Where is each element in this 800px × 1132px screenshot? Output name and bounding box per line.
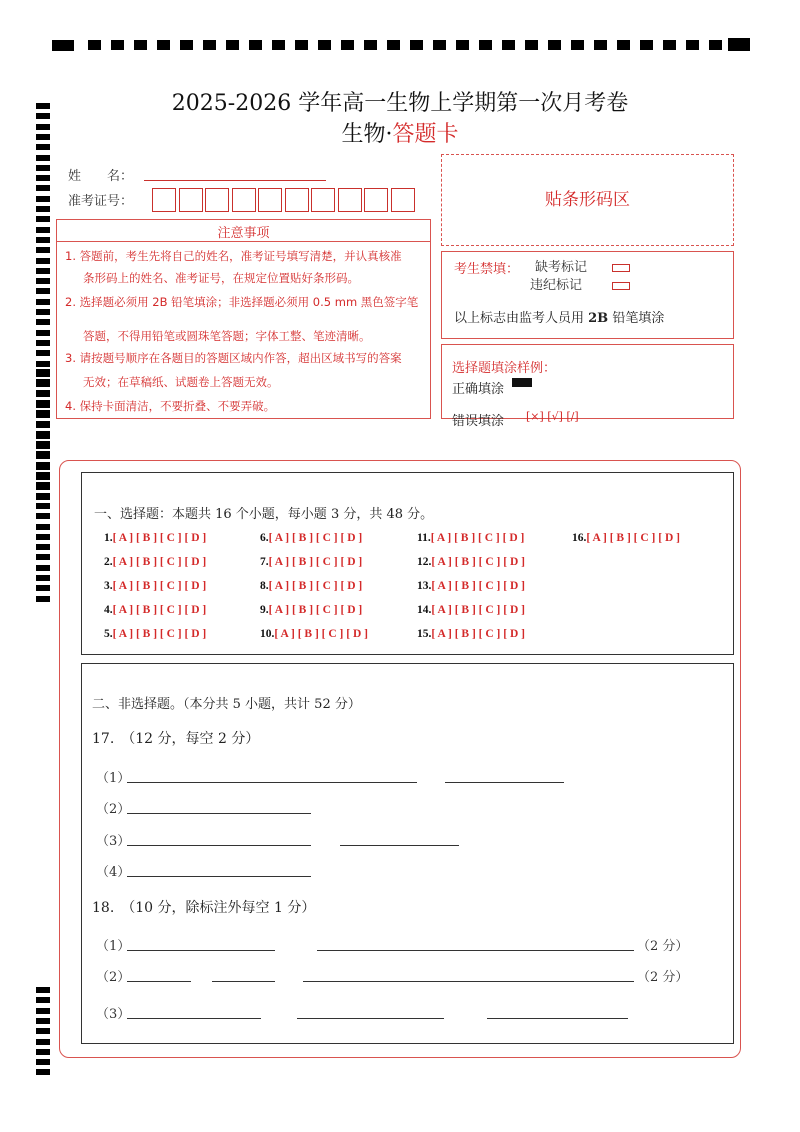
mc-options[interactable]: [ A ] [ B ] [ C ] [ D ] xyxy=(268,556,363,568)
mc-question-1[interactable] xyxy=(104,532,206,544)
mc-question-number: 6. xyxy=(260,532,269,544)
timing-mark xyxy=(36,585,50,591)
forbidden-note-bold: 2B xyxy=(588,311,609,326)
timing-mark xyxy=(36,1018,50,1024)
timing-mark xyxy=(36,524,50,530)
id-digit-cell[interactable] xyxy=(338,188,362,212)
q17-4-label: （4） xyxy=(96,865,131,880)
id-number-grid[interactable] xyxy=(152,188,418,212)
q18-3-blank[interactable] xyxy=(487,1018,628,1019)
mc-options[interactable]: [ A ] [ B ] [ C ] [ D ] xyxy=(274,628,368,640)
forbidden-note-post: 铅笔填涂 xyxy=(608,311,665,326)
mc-question-6[interactable] xyxy=(260,532,362,544)
timing-mark xyxy=(36,513,50,519)
timing-mark xyxy=(272,40,285,50)
id-digit-cell[interactable] xyxy=(205,188,229,212)
forbidden-label: 考生禁填： xyxy=(454,262,520,277)
mc-question-number: 9. xyxy=(260,604,269,616)
timing-mark xyxy=(295,40,308,50)
mc-question-number: 12. xyxy=(417,556,432,568)
section2-header: 二、非选择题。（本分共 5 小题，共计 52 分） xyxy=(92,697,361,712)
mc-question-3[interactable] xyxy=(104,580,206,592)
q18-3-blank[interactable] xyxy=(297,1018,444,1019)
q17-heading: 17. （12 分，每空 2 分） xyxy=(92,731,260,747)
timing-mark xyxy=(364,40,377,50)
notice-divider xyxy=(57,241,430,242)
timing-mark xyxy=(36,247,50,253)
mc-question-4[interactable] xyxy=(104,604,206,616)
timing-mark xyxy=(36,258,50,264)
timing-mark xyxy=(387,40,400,50)
timing-mark xyxy=(203,40,216,50)
correct-fill-label: 正确填涂 xyxy=(452,382,505,397)
timing-mark xyxy=(36,503,50,509)
timing-mark xyxy=(36,400,50,406)
mc-options[interactable]: [ A ] [ B ] [ C ] [ D ] xyxy=(268,532,363,544)
barcode-area xyxy=(441,154,734,246)
timing-mark xyxy=(36,462,50,468)
q17-3-label: （3） xyxy=(96,834,131,849)
name-label: 姓 名： xyxy=(68,169,134,184)
timing-mark xyxy=(36,987,50,993)
mc-options[interactable]: [ A ] [ B ] [ C ] [ D ] xyxy=(112,628,207,640)
timing-mark xyxy=(36,441,50,447)
timing-mark xyxy=(36,155,50,161)
timing-mark xyxy=(36,565,50,571)
timing-mark xyxy=(226,40,239,50)
q18-3-label: （3） xyxy=(96,1007,131,1022)
mc-question-7[interactable] xyxy=(260,556,362,568)
timing-mark xyxy=(479,40,492,50)
timing-mark xyxy=(36,431,50,437)
mc-question-10[interactable] xyxy=(260,628,368,640)
timing-mark xyxy=(525,40,538,50)
timing-mark xyxy=(36,288,50,294)
fill-sample-title: 选择题填涂样例： xyxy=(452,361,557,376)
timing-mark xyxy=(249,40,262,50)
mc-question-number: 1. xyxy=(104,532,113,544)
timing-mark xyxy=(36,369,50,375)
mc-options[interactable]: [ A ] [ B ] [ C ] [ D ] xyxy=(112,556,207,568)
q17-4-blank[interactable] xyxy=(127,876,311,877)
card-subtitle xyxy=(0,117,800,148)
mc-options[interactable]: [ A ] [ B ] [ C ] [ D ] xyxy=(112,604,207,616)
mc-options[interactable]: [ A ] [ B ] [ C ] [ D ] xyxy=(112,532,207,544)
q18-heading: 18. （10 分，除标注外每空 1 分） xyxy=(92,900,316,916)
timing-mark xyxy=(341,40,354,50)
id-digit-cell[interactable] xyxy=(285,188,309,212)
timing-mark xyxy=(36,309,50,315)
timing-mark xyxy=(36,361,50,367)
q18-2-blank[interactable] xyxy=(127,981,191,982)
wrong-fill-marks: [×] [√] [/] xyxy=(526,410,579,423)
timing-mark xyxy=(36,596,50,602)
timing-mark xyxy=(709,40,722,50)
timing-mark xyxy=(36,196,50,202)
timing-mark xyxy=(663,40,676,50)
q18-2-points: （2 分） xyxy=(637,970,689,985)
timing-mark xyxy=(36,330,50,336)
forbidden-note xyxy=(454,307,664,326)
timing-mark xyxy=(594,40,607,50)
multiple-choice-section xyxy=(81,472,734,655)
timing-mark xyxy=(36,390,50,396)
mc-question-number: 3. xyxy=(104,580,113,592)
timing-mark xyxy=(36,268,50,274)
id-label: 准考证号： xyxy=(68,194,134,209)
timing-mark xyxy=(36,482,50,488)
timing-mark xyxy=(36,493,50,499)
mc-options[interactable]: [ A ] [ B ] [ C ] [ D ] xyxy=(112,580,207,592)
name-field[interactable] xyxy=(144,180,326,181)
mc-question-number: 14. xyxy=(417,604,432,616)
timing-mark xyxy=(640,40,653,50)
mc-question-16[interactable] xyxy=(572,532,680,544)
barcode-area-label: 贴条形码区 xyxy=(545,190,630,210)
timing-mark xyxy=(36,451,50,457)
timing-mark xyxy=(433,40,446,50)
notice-title: 注意事项 xyxy=(217,226,270,241)
timing-mark xyxy=(36,237,50,243)
mc-options[interactable]: [ A ] [ B ] [ C ] [ D ] xyxy=(431,556,525,568)
timing-mark xyxy=(36,421,50,427)
q18-2-label: （2） xyxy=(96,970,131,985)
q17-3-blank[interactable] xyxy=(127,845,311,846)
timing-mark xyxy=(36,340,50,346)
absent-mark-label: 缺考标记 xyxy=(535,260,588,275)
timing-mark xyxy=(36,1049,50,1055)
timing-mark xyxy=(36,227,50,233)
q18-1-label: （1） xyxy=(96,939,131,954)
timing-mark xyxy=(571,40,584,50)
timing-mark xyxy=(36,1059,50,1065)
timing-mark xyxy=(36,165,50,171)
timing-mark xyxy=(548,40,561,50)
mc-options[interactable]: [ A ] [ B ] [ C ] [ D ] xyxy=(586,532,680,544)
mc-question-number: 4. xyxy=(104,604,113,616)
wrong-fill-label: 错误填涂 xyxy=(452,414,505,429)
mc-question-number: 2. xyxy=(104,556,113,568)
mc-options[interactable]: [ A ] [ B ] [ C ] [ D ] xyxy=(431,604,525,616)
mc-question-number: 8. xyxy=(260,580,269,592)
fill-sample-box xyxy=(441,344,734,429)
subject-label: 生物· xyxy=(341,122,393,147)
notice-line: 4. 保持卡面清洁，不要折叠、不要弄破。 xyxy=(65,399,276,413)
mc-question-number: 5. xyxy=(104,628,113,640)
mc-question-11[interactable] xyxy=(417,532,524,544)
timing-mark xyxy=(36,350,50,356)
timing-mark xyxy=(36,216,50,222)
q18-2-blank[interactable] xyxy=(303,981,634,982)
timing-mark xyxy=(686,40,699,50)
timing-mark xyxy=(36,278,50,284)
forbidden-box xyxy=(441,251,734,339)
notice-line: 无效；在草稿纸、试题卷上答题无效。 xyxy=(83,375,279,389)
timing-mark xyxy=(36,534,50,540)
timing-mark xyxy=(88,40,101,50)
mc-question-5[interactable] xyxy=(104,628,206,640)
timing-mark xyxy=(36,1069,50,1075)
timing-mark xyxy=(36,206,50,212)
mc-options[interactable]: [ A ] [ B ] [ C ] [ D ] xyxy=(431,628,525,640)
timing-mark xyxy=(134,40,147,50)
q18-1-blank[interactable] xyxy=(317,950,634,951)
timing-mark xyxy=(36,299,50,305)
mc-question-number: 13. xyxy=(417,580,432,592)
timing-mark xyxy=(36,1008,50,1014)
violation-mark-box[interactable] xyxy=(612,282,630,290)
mc-question-15[interactable] xyxy=(417,628,525,640)
mc-options[interactable]: [ A ] [ B ] [ C ] [ D ] xyxy=(268,604,363,616)
timing-mark xyxy=(36,410,50,416)
notice-line: 条形码上的姓名、准考证号，在规定位置贴好条形码。 xyxy=(83,271,359,285)
timing-mark xyxy=(111,40,124,50)
mc-question-13[interactable] xyxy=(417,580,525,592)
mc-options[interactable]: [ A ] [ B ] [ C ] [ D ] xyxy=(268,580,363,592)
timing-mark xyxy=(36,472,50,478)
mc-question-number: 15. xyxy=(417,628,432,640)
mc-question-number: 16. xyxy=(572,532,587,544)
id-digit-cell[interactable] xyxy=(311,188,335,212)
timing-mark xyxy=(36,175,50,181)
mc-question-9[interactable] xyxy=(260,604,362,616)
mc-question-12[interactable] xyxy=(417,556,525,568)
notice-line: 3. 请按题号顺序在各题目的答题区域内作答，超出区域书写的答案 xyxy=(65,351,402,365)
id-digit-cell[interactable] xyxy=(232,188,256,212)
id-digit-cell[interactable] xyxy=(391,188,415,212)
free-response-section xyxy=(81,663,734,1044)
mc-question-2[interactable] xyxy=(104,556,206,568)
timing-mark xyxy=(52,40,74,51)
timing-mark xyxy=(728,38,750,51)
answer-card-label: 答题卡 xyxy=(392,122,459,147)
timing-mark xyxy=(157,40,170,50)
q17-3-blank[interactable] xyxy=(340,845,459,846)
mc-question-number: 10. xyxy=(260,628,275,640)
q17-1-label: （1） xyxy=(96,771,131,786)
q17-2-label: （2） xyxy=(96,802,131,817)
id-digit-cell[interactable] xyxy=(152,188,176,212)
q18-1-blank[interactable] xyxy=(127,950,275,951)
mc-question-8[interactable] xyxy=(260,580,362,592)
timing-mark xyxy=(318,40,331,50)
mc-question-14[interactable] xyxy=(417,604,525,616)
exam-title: 2025-2026 学年高一生物上学期第一次月考卷 xyxy=(171,91,629,116)
timing-mark xyxy=(502,40,515,50)
q17-1-blank[interactable] xyxy=(127,782,417,783)
timing-mark xyxy=(36,379,50,385)
id-digit-cell[interactable] xyxy=(258,188,282,212)
q17-1-blank[interactable] xyxy=(445,782,564,783)
timing-mark xyxy=(36,1039,50,1045)
q18-1-points: （2 分） xyxy=(637,939,689,954)
timing-mark xyxy=(36,544,50,550)
notice-line: 答题，不得用铅笔或圆珠笔答题；字体工整、笔迹清晰。 xyxy=(83,329,371,343)
q17-2-blank[interactable] xyxy=(127,813,311,814)
mc-options[interactable]: [ A ] [ B ] [ C ] [ D ] xyxy=(430,532,525,544)
q18-3-blank[interactable] xyxy=(127,1018,261,1019)
timing-mark xyxy=(180,40,193,50)
correct-fill-mark xyxy=(512,378,532,387)
timing-mark xyxy=(36,319,50,325)
q18-2-blank[interactable] xyxy=(212,981,275,982)
id-digit-cell[interactable] xyxy=(179,188,203,212)
timing-mark xyxy=(36,1028,50,1034)
mc-question-number: 7. xyxy=(260,556,269,568)
mc-options[interactable]: [ A ] [ B ] [ C ] [ D ] xyxy=(431,580,525,592)
id-digit-cell[interactable] xyxy=(364,188,388,212)
timing-mark xyxy=(36,185,50,191)
timing-mark xyxy=(36,575,50,581)
timing-mark xyxy=(410,40,423,50)
violation-mark-label: 违纪标记 xyxy=(530,278,583,293)
timing-mark xyxy=(36,554,50,560)
notice-line: 2. 选择题必须用 2B 铅笔填涂；非选择题必须用 0.5 mm 黑色签字笔 xyxy=(65,295,419,309)
mc-question-number: 11. xyxy=(417,532,431,544)
absent-mark-box[interactable] xyxy=(612,264,630,272)
notice-line: 1. 答题前，考生先将自己的姓名，准考证号填写清楚，并认真核准 xyxy=(65,249,402,263)
section1-header: 一、选择题：本题共 16 个小题，每小题 3 分，共 48 分。 xyxy=(94,507,434,522)
timing-mark xyxy=(617,40,630,50)
timing-mark xyxy=(36,997,50,1003)
notice-box xyxy=(56,219,431,419)
forbidden-note-pre: 以上标志由监考人员用 xyxy=(454,311,589,326)
timing-mark xyxy=(456,40,469,50)
